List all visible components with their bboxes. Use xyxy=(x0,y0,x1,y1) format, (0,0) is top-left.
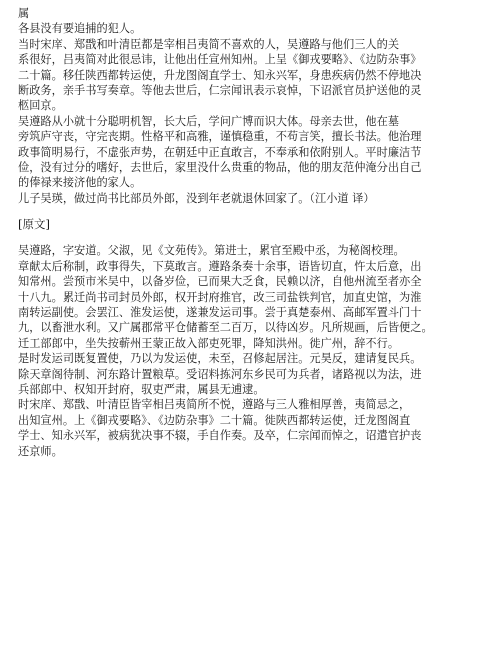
translation-line: 吴遵路从小就十分聪明机智，长大后，学问广博而识大体。母亲去世，他在墓 xyxy=(18,114,400,128)
document-page xyxy=(18,6,462,459)
original-line: 除天章阁待制、河东路计置粮草。受诏料拣河东乡民可为兵者，诸路视以为法，进 xyxy=(18,367,422,381)
original-line: 迁工部郎中，坐失按蕲州王蒙正故入部吏死罪，降知洪州。徙广州，辞不行。 xyxy=(18,336,400,350)
translation-line: 的俸禄来接济他的家人。 xyxy=(18,176,142,190)
original-line: 还京师。 xyxy=(18,444,63,458)
translation-line: 政事简明易行，不虚张声势，在朝廷中正直敢言，不奉承和依附别人。平时廉洁节 xyxy=(18,145,422,159)
translation-line: 儿子吴瑛，做过尚书比部员外郎，没到年老就退休回家了。（江小道 译） xyxy=(18,191,375,205)
original-line: 吴遵路，字安道。父淑，见《文苑传》。第进士，累官至殿中丞，为秘阁校理。 xyxy=(18,244,405,258)
original-line: 章献太后称制，政事得失，下莫敢言。遵路条奏十余事，语皆切直，忤太后意，出 xyxy=(18,259,422,273)
original-section xyxy=(18,243,462,458)
translation-line: 柩回京。 xyxy=(18,99,63,113)
translation-line: 旁筑庐守丧，守完丧期。性格平和高雅，谨慎稳重，不苟言笑，擅长书法。他治理 xyxy=(18,130,422,144)
translation-line: 系很好，吕夷简对此很忌讳，让他出任宣州知州。上呈《御戎要略》、《边防杂事》 xyxy=(18,53,422,67)
translation-line: 二十篇。移任陕西都转运使，升龙图阁直学士、知永兴军，身患疾病仍然不停地决 xyxy=(18,68,422,82)
translation-line: 断政务，亲手书写奏章。等他去世后，仁宗闻讯表示哀悼，下诏派官员护送他的灵 xyxy=(18,83,422,97)
original-line: 知常州。尝预市米吴中，以备岁俭，已而果大乏食，民赖以济，自他州流至者亦全 xyxy=(18,275,422,289)
translation-line: 属 xyxy=(18,7,30,20)
original-line: 九，以畜泄水利。又广属郡常平仓储蓄至二百万，以待凶岁。凡所规画，后皆便之。 xyxy=(18,321,433,335)
original-line: 南转运副使。会罢江、淮发运使，遂兼发运司事。尝于真楚泰州、高邮军置斗门十 xyxy=(18,306,422,320)
translation-section xyxy=(18,6,462,206)
original-line: 十八九。累迁尚书司封员外郎，权开封府推官，改三司盐铁判官，加直史馆，为淮 xyxy=(18,290,422,304)
original-line: 时宋庠、郑戬、叶清臣皆宰相吕夷简所不悦，遵路与三人雅相厚善，夷简忌之， xyxy=(18,398,411,412)
original-line: 是时发运司既复置使，乃以为发运使，未至，召修起居注。元昊反，建请复民兵。 xyxy=(18,352,422,366)
original-text-heading: [原文] xyxy=(18,217,51,232)
original-line: 兵部郎中、权知开封府，驭吏严肃，属县无逋逮。 xyxy=(18,382,265,396)
translation-line: 各县没有要追捕的犯人。 xyxy=(18,22,142,36)
original-line: 学士、知永兴军，被病犹决事不辍，手自作奏。及卒，仁宗闻而悼之，诏遣官护丧 xyxy=(18,429,422,443)
original-line: 出知宣州。上《御戎要略》、《边防杂事》二十篇。徙陕西都转运使，迁龙图阁直 xyxy=(18,413,411,427)
translation-line: 俭，没有过分的嗜好，去世后，家里没什么贵重的物品，他的朋友范仲淹分出自己 xyxy=(18,160,422,174)
translation-line: 当时宋庠、郑戬和叶清臣都是宰相吕夷简不喜欢的人，吴遵路与他们三人的关 xyxy=(18,37,400,51)
